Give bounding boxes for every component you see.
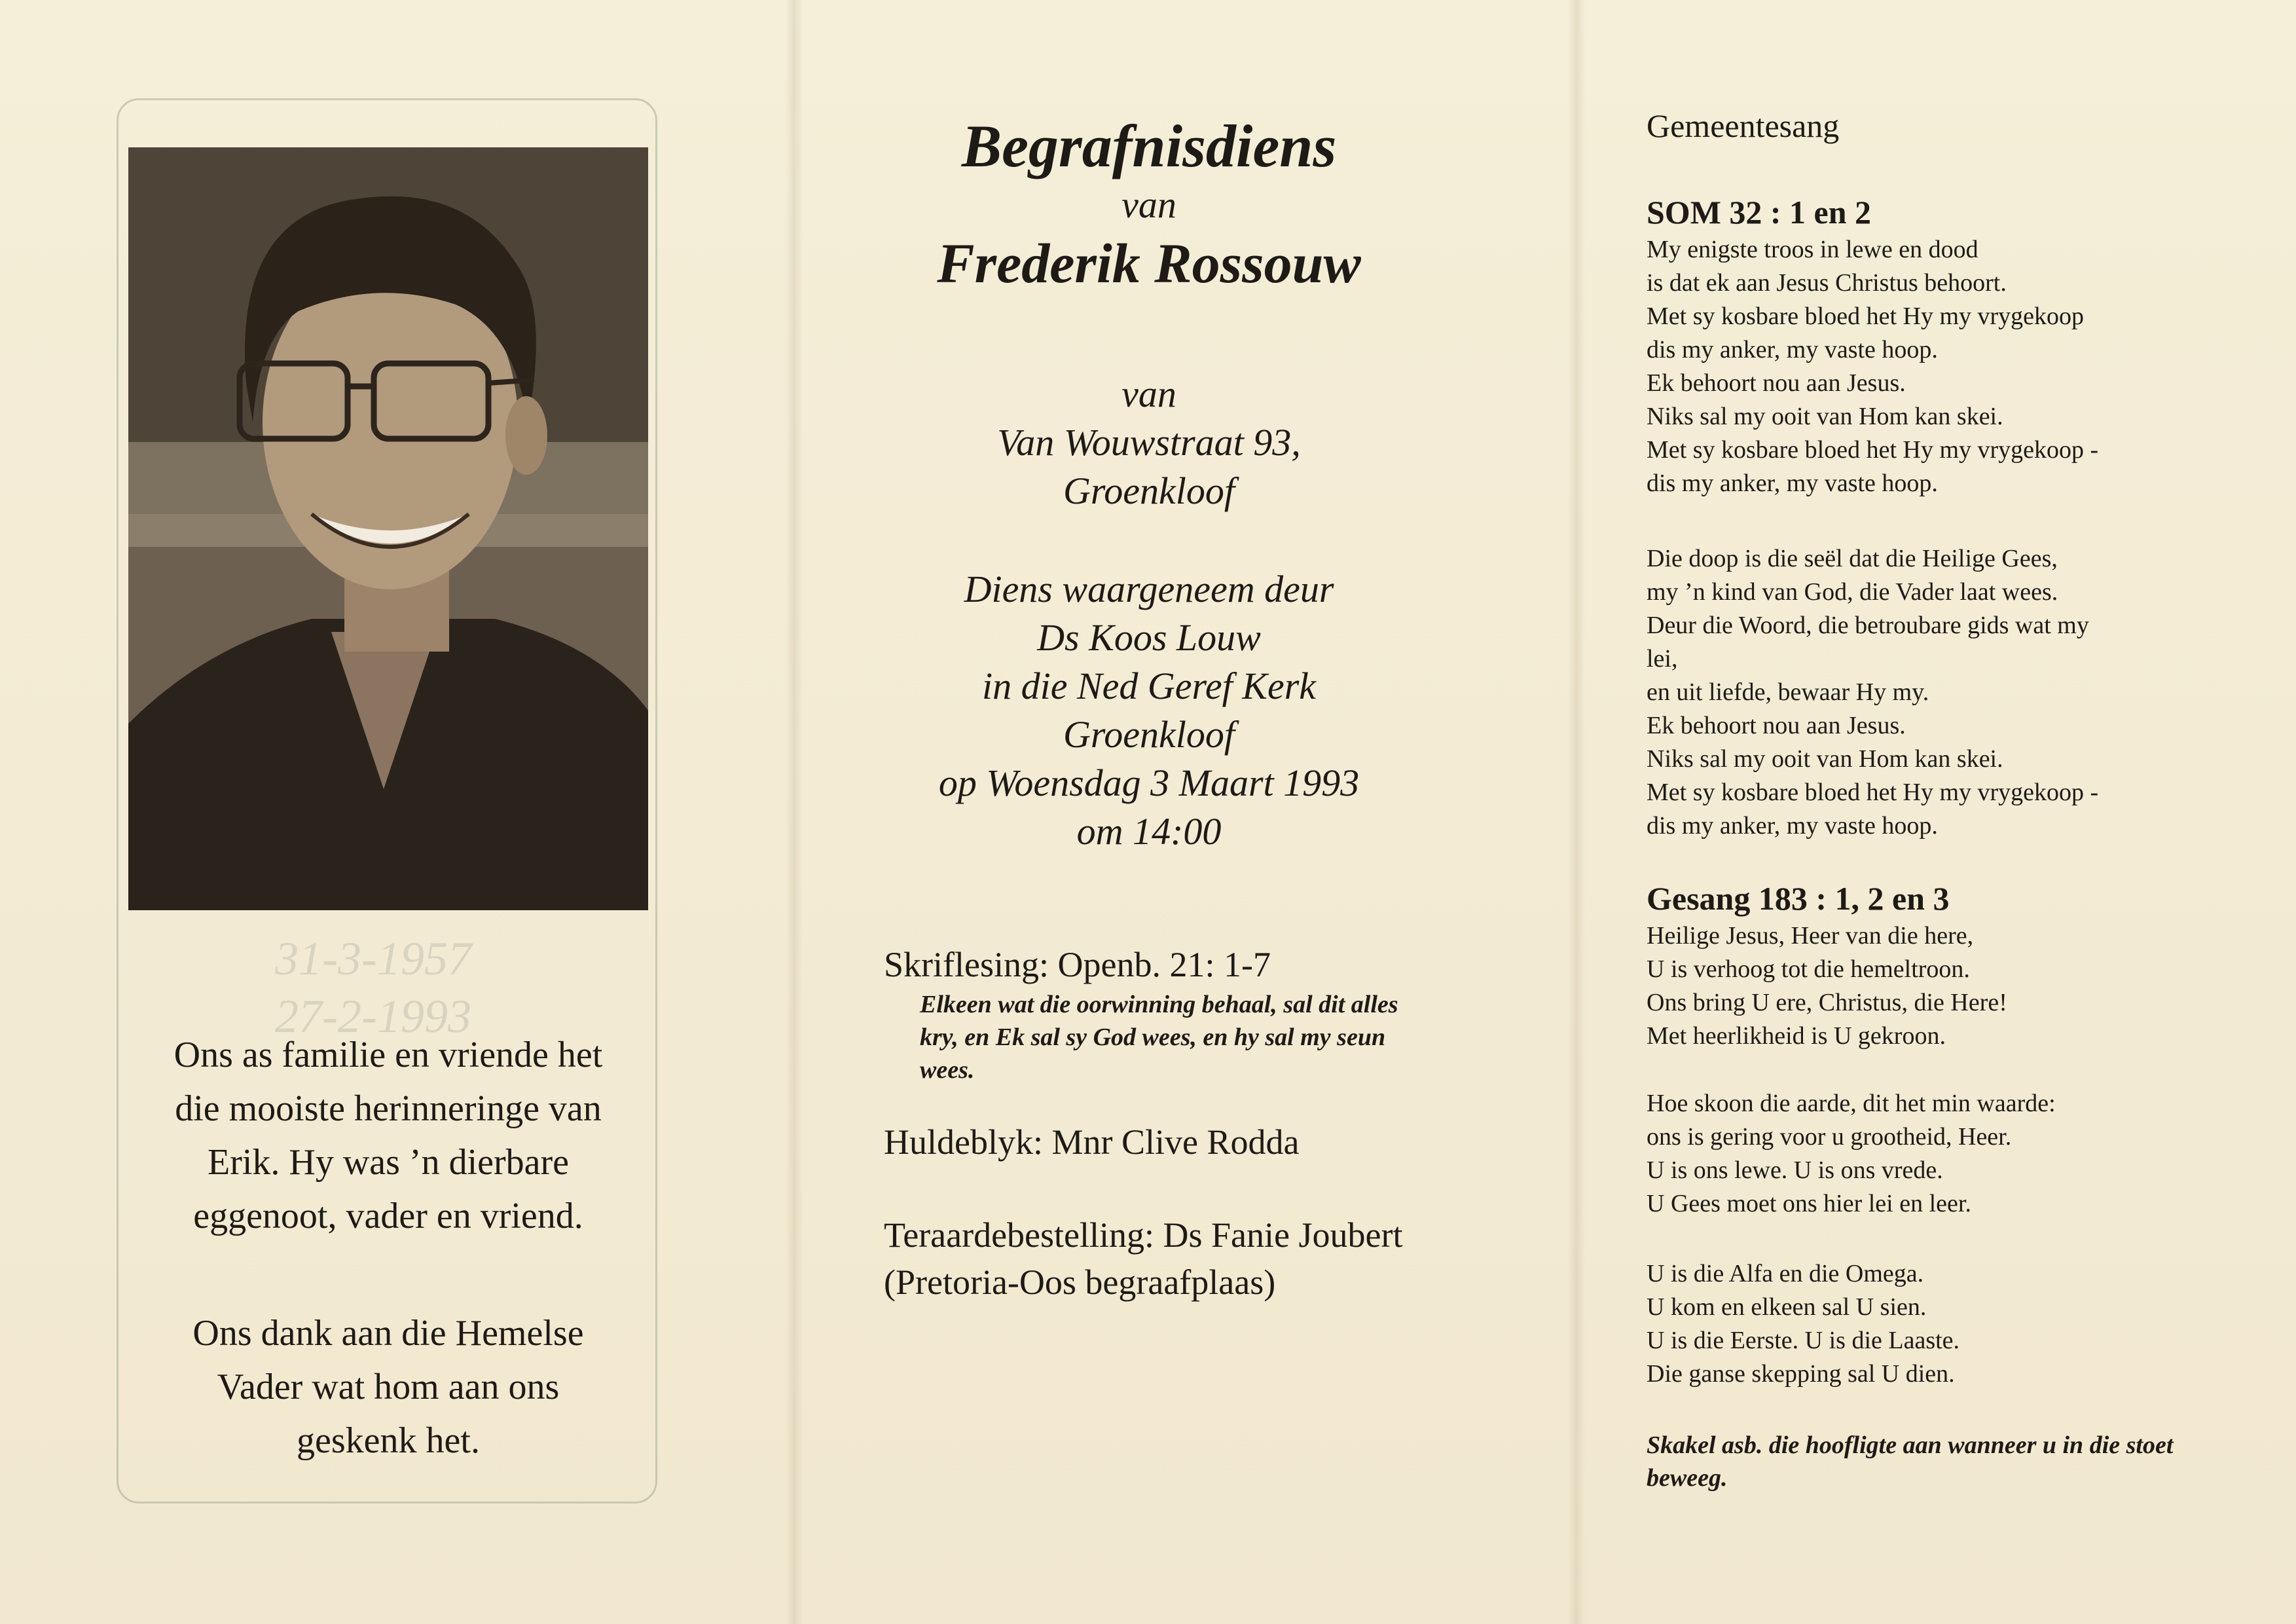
verse-line: ons is gering voor u grootheid, Heer. [1647, 1123, 2012, 1151]
som-32 [1647, 191, 2223, 500]
scripture-quote: Elkeen wat die oorwinning behaal, sal dit alles kry, en Ek sal sy God wees, en hy sal my seun wees. [920, 991, 1398, 1084]
tribute-speaker [884, 1118, 1473, 1166]
verse-line: U is ons lewe. U is ons vrede. [1647, 1156, 1943, 1184]
verse-line: my ’n kind van God, die Vader laat wees. [1647, 578, 2058, 606]
thanks-line: geskenk het. [297, 1420, 480, 1461]
family-tribute [128, 1028, 648, 1243]
van-label: van [1121, 183, 1176, 226]
service-line: Ds Koos Louw [1037, 616, 1261, 659]
verse-line: U is verhoog tot die hemeltroon. [1647, 955, 1970, 983]
fold-line [1568, 0, 1585, 1624]
verse-line: Hoe skoon die aarde, dit het min waarde: [1647, 1090, 2056, 1117]
scripture-reading [884, 941, 1473, 1086]
scripture-heading: Skriflesing: Openb. 21: 1-7 [884, 945, 1271, 984]
thanks-text [128, 1306, 648, 1467]
verse-line: U is die Eerste. U is die Laaste. [1647, 1327, 1960, 1354]
verse-line: dis my anker, my vaste hoop. [1647, 470, 1938, 497]
verse-line: Deur die Woord, die betroubare gids wat my [1647, 612, 2089, 639]
headlights-note: Skakel asb. die hoofligte aan wanneer u in die stoet beweeg. [1647, 1431, 2174, 1492]
gesang-183-verse-3 [1647, 1257, 2223, 1391]
som-32-verse-2 [1647, 542, 2223, 843]
verse-line: Met sy kosbare bloed het Hy my vrygekoop - [1647, 436, 2099, 464]
verse-line: Niks sal my ooit van Hom kan skei. [1647, 745, 2003, 773]
burial-info [884, 1211, 1473, 1306]
tribute-line: Ons as familie en vriende het [173, 1035, 603, 1075]
verse-line: Die ganse skepping sal U dien. [1647, 1360, 1955, 1388]
address-block [792, 370, 1506, 515]
verse-line: dis my anker, my vaste hoop. [1647, 812, 1938, 840]
verse-line: is dat ek aan Jesus Christus behoort. [1647, 269, 2007, 297]
portrait-photo [128, 147, 648, 910]
section-label: Gemeentesang [1647, 107, 1840, 144]
closing-note [1647, 1429, 2223, 1494]
burial-cemetery: (Pretoria-Oos begraafplaas) [884, 1263, 1276, 1302]
service-line: Diens waargeneem deur [964, 568, 1334, 610]
death-date: 27-2-1993 [275, 990, 471, 1043]
verse-line: Met heerlikheid is U gekroon. [1647, 1022, 1946, 1050]
verse-line: lei, [1647, 645, 1678, 673]
verse-line: dis my anker, my vaste hoop. [1647, 336, 1938, 363]
gesang-183-verse-2 [1647, 1087, 2223, 1221]
verse-line: Ek behoort nou aan Jesus. [1647, 712, 1906, 739]
verse-line: Met sy kosbare bloed het Hy my vrygekoop - [1647, 779, 2099, 806]
tribute-line: die mooiste herinneringe van [175, 1088, 602, 1129]
hymn-heading: Gesang 183 : 1, 2 en 3 [1647, 880, 1950, 917]
verse-line: My enigste troos in lewe en dood [1647, 236, 1978, 263]
thanks-line: Ons dank aan die Hemelse [192, 1313, 584, 1354]
verse-line: Niks sal my ooit van Hom kan skei. [1647, 403, 2003, 430]
verse-line: Met sy kosbare bloed het Hy my vrygekoop [1647, 303, 2085, 330]
service-details [792, 565, 1506, 856]
verse-line: U Gees moet ons hier lei en leer. [1647, 1190, 1971, 1217]
burial-officiant: Teraardebestelling: Ds Fanie Joubert [884, 1215, 1403, 1255]
service-line: in die Ned Geref Kerk [981, 665, 1317, 707]
thanks-line: Vader wat hom aan ons [217, 1367, 560, 1407]
verse-line: Ek behoort nou aan Jesus. [1647, 369, 1906, 397]
tribute-line: eggenoot, vader en vriend. [193, 1196, 583, 1236]
verse-line: U kom en elkeen sal U sien. [1647, 1293, 1927, 1321]
service-line: om 14:00 [1076, 810, 1222, 853]
program-title: Begrafnisdiens [961, 113, 1337, 179]
gesang-183 [1647, 877, 2223, 1053]
verse-line: Heilige Jesus, Heer van die here, [1647, 922, 1974, 950]
service-line: Groenkloof [1063, 713, 1235, 756]
address-street: Van Wouwstraat 93, [997, 421, 1301, 464]
tribute-line: Huldeblyk: Mnr Clive Rodda [884, 1122, 1300, 1162]
birth-date: 31-3-1957 [275, 932, 471, 985]
deceased-name: Frederik Rossouw [937, 232, 1361, 295]
hymn-heading: SOM 32 : 1 en 2 [1647, 194, 1872, 231]
hymn-section [1647, 105, 2223, 147]
service-line: op Woensdag 3 Maart 1993 [938, 762, 1360, 804]
van-label: van [1121, 373, 1176, 415]
address-suburb: Groenkloof [1063, 470, 1235, 512]
verse-line: en uit liefde, bewaar Hy my. [1647, 678, 1929, 706]
verse-line: Ons bring U ere, Christus, die Here! [1647, 989, 2007, 1016]
verse-line: Die doop is die seël dat die Heilige Gees, [1647, 545, 2058, 572]
verse-line: U is die Alfa en die Omega. [1647, 1260, 1924, 1287]
service-header [792, 110, 1506, 297]
tribute-line: Erik. Hy was ’n dierbare [207, 1142, 569, 1183]
